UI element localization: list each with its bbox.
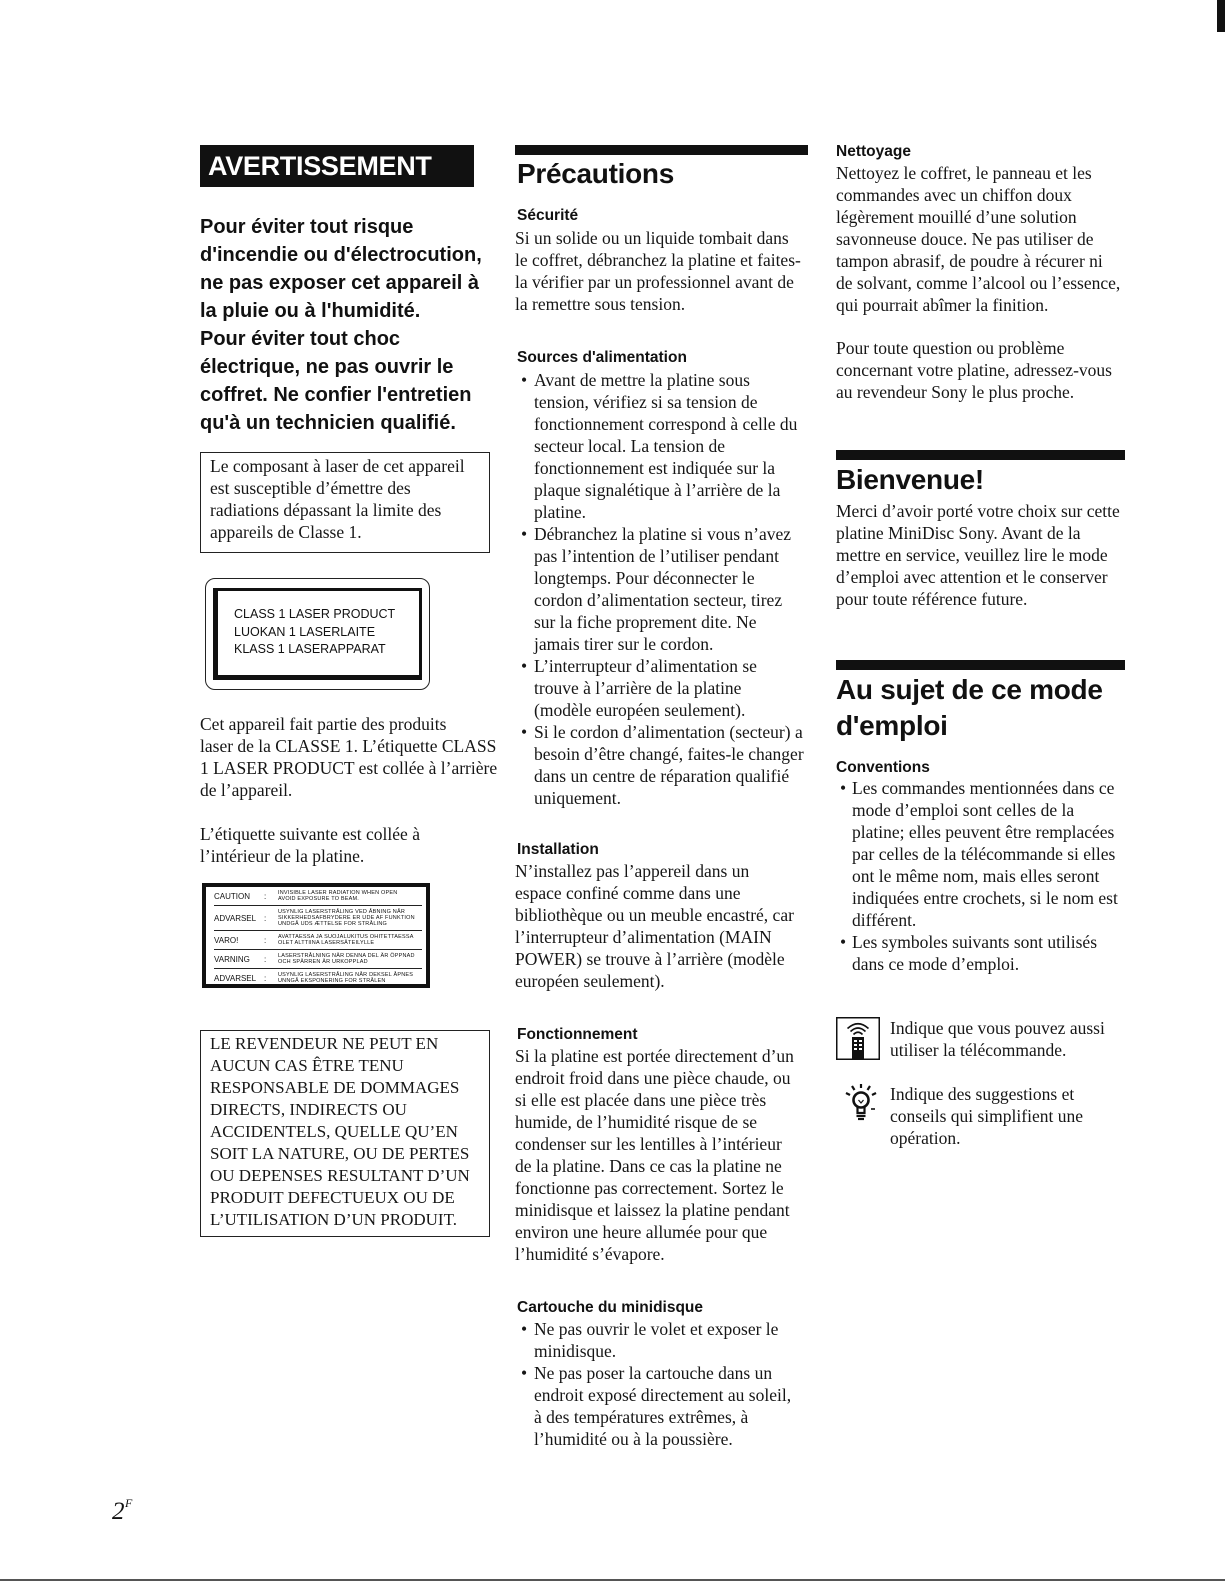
operation-heading: Fonctionnement (517, 1026, 638, 1043)
caution-row-text: USYNLIG LASERSTRÅLING NÅR DEKSEL ÅPNES UNNGÅ EKSPONERING FOR STRÅLEN (278, 972, 414, 984)
safety-heading: Sécurité (517, 207, 579, 224)
installation-text: N’installez pas l’appereil dans un espace confiné comme dans une bibliothèque ou un meuble encastré, car l’interrupteur d’alimentation (MAIN POWER) se trouve à l’arrière (modèle européen seulement). (515, 861, 794, 991)
page-number-suffix: F (125, 1496, 133, 1510)
caution-row (214, 906, 422, 931)
list-item: • Avant de mettre la platine sous tension, vérifiez si sa tension de fonctionnement correspond à celle du secteur local. La tension de fonctionnement est indiquée sur la plaque signalétique à l’arrière de la platine. (521, 369, 804, 523)
power-list (521, 369, 804, 809)
list-item: • Ne pas poser la cartouche dans un endroit exposé directement au soleil, à des températures extrêmes, à l’humidité ou à la poussière. (521, 1362, 791, 1450)
precautions-title: Précautions (517, 158, 674, 189)
disclaimer-box (200, 1030, 490, 1237)
lightbulb-icon (843, 1082, 879, 1130)
caution-row-separator: : (264, 935, 267, 945)
cartridge-heading: Cartouche du minidisque (517, 1299, 704, 1316)
power-heading: Sources d'alimentation (517, 349, 687, 366)
warning-title: AVERTISSEMENT (200, 145, 474, 187)
conventions-heading: Conventions (836, 759, 930, 776)
disclaimer-text: LE REVENDEUR NE PEUT EN AUCUN CAS ÊTRE TENU RESPONSABLE DE DOMMAGES DIRECTS, INDIRECTS OU ACCIDENTELS, QUELLE QU’EN SOIT LA NATURE, OU DE PERTES OU DEPENSES RESULTANT D’UN PRODUIT DEFECTUEUX OU DE L’UTILISATION D’UN PRODUIT. (210, 1034, 470, 1229)
caution-row-separator: : (264, 954, 267, 964)
caution-row-label: ADVARSEL (214, 913, 257, 923)
caution-row-separator: : (264, 913, 267, 923)
class1-label (213, 588, 422, 680)
conventions-list (840, 777, 1118, 975)
caution-label (202, 883, 430, 988)
list-item: • Les commandes mentionnées dans ce mode d’emploi sont celles de la platine; elles peuvent être remplacées par celles de la télécommande si elles ont le même nom, mais elles seront indiquées entre crochets, si le nom est différent. (840, 777, 1118, 931)
scan-edge-mark (1217, 0, 1225, 32)
contact-text: Pour toute question ou problème concernant votre platine, adressez-vous au revendeur Sony le plus proche. (836, 338, 1112, 402)
list-item: • Débranchez la platine si vous n’avez pas l’intention de l’utiliser pendant longtemps. Pour déconnecter le cordon d’alimentation secteur, tirez sur la fiche proprement dite. Ne jamais tirer sur le cordon. (521, 523, 804, 655)
caution-row (214, 887, 422, 906)
caution-row-label: VARO! (214, 935, 239, 945)
caution-row-text: LASERSTRÅLNING NÄR DENNA DEL ÄR ÖPPNAD OCH SPÄRREN ÄR URKOPPLAD (278, 953, 415, 965)
inner-label-paragraph: L’étiquette suivante est collée à l’intérieur de la platine. (200, 824, 420, 866)
class1-label-line: LUOKAN 1 LASERLAITE (234, 624, 376, 639)
list-item: • Si le cordon d’alimentation (secteur) a besoin d’être changé, faites-le changer dans un centre de réparation qualifié uniquement. (521, 721, 804, 809)
caution-row-text: USYNLIG LASERSTRÅLING VED ÅBNING NÅR SIKKERHEDSAFBRYDERE ER UDE AF FUNKTION UNDGÅ UDS ÆTTELSE FOR STRÅLING (278, 909, 415, 927)
caution-row-label: CAUTION (214, 891, 250, 901)
caution-row (214, 950, 422, 969)
list-item: • L’interrupteur d’alimentation se trouve à l’arrière de la platine (modèle européen seulement). (521, 655, 804, 721)
section-rule (836, 660, 1125, 670)
about-title: Au sujet de ce mode d'emploi (836, 674, 1103, 741)
laser-notice-box (200, 452, 490, 553)
section-rule (515, 145, 808, 155)
cleaning-heading: Nettoyage (836, 143, 911, 160)
list-item: • Ne pas ouvrir le volet et exposer le minidisque. (521, 1318, 791, 1362)
welcome-title: Bienvenue! (836, 464, 984, 495)
caution-row-text: AVATTAESSA JA SUOJALUKITUS OHITETTAESSA OLET ALTTIINA LASERSÄTEILYLLE (278, 934, 414, 946)
operation-text: Si la platine est portée directement d’un endroit froid dans une pièce chaude, ou si elle est placée dans une pièce très humide, de l’humidité risque de se condenser sur les lentilles à l’intérieur de la platine. Dans ce cas la platine ne fonctionne pas correctement. Sortez le minidisque et laissez la platine pendant environ une heure allumée pour que l’humidité s’évapore. (515, 1046, 794, 1264)
safety-text: Si un solide ou un liquide tombait dans le coffret, débranchez la platine et faites- la vérifier par un professionnel avant de la remettre sous tension. (515, 228, 801, 314)
caution-row (214, 969, 422, 987)
warning-text: Pour éviter tout risque d'incendie ou d'électrocution, ne pas exposer cet appareil à la pluie ou à l'humidité. Pour éviter tout choc électrique, ne pas ouvrir le coffret. Ne confier l'entretien qu'à un technicien qualifié. (200, 216, 482, 434)
caution-row-separator: : (264, 891, 267, 901)
tip-symbol-text: Indique des suggestions et conseils qui simplifient une opération. (890, 1084, 1083, 1148)
caution-row-label: VARNING (214, 954, 250, 964)
caution-row-separator: : (264, 973, 267, 983)
list-item: • Les symboles suivants sont utilisés dans ce mode d’emploi. (840, 931, 1118, 975)
cleaning-text: Nettoyez le coffret, le panneau et les commandes avec un chiffon doux légèrement mouillé d’une solution savonneuse douce. Ne pas utiliser de tampon abrasif, de poudre à récurer ni de solvant, comme l’alcool ou l’essence, qui pourrait abîmer la finition. (836, 163, 1121, 315)
class1-label-line: CLASS 1 LASER PRODUCT (234, 607, 396, 621)
class1-label-line: KLASS 1 LASERAPPARAT (234, 642, 386, 656)
page-number: 2 (112, 1498, 125, 1525)
caution-row-text: INVISIBLE LASER RADIATION WHEN OPEN AVOID EXPOSURE TO BEAM. (278, 890, 398, 902)
laser-notice-text: Le composant à laser de cet appareil est susceptible d’émettre des radiations dépassant la limite des appareils de Classe 1. (210, 456, 465, 542)
caution-row-label: ADVARSEL (214, 973, 257, 983)
class1-paragraph: Cet appareil fait partie des produits laser de la CLASSE 1. L’étiquette CLASS 1 LASER PRODUCT est collée à l’arrière de l’appareil. (200, 714, 498, 800)
cartridge-list (521, 1318, 791, 1450)
caution-row (214, 931, 422, 950)
installation-heading: Installation (517, 841, 599, 858)
remote-symbol-text: Indique que vous pouvez aussi utiliser la télécommande. (890, 1018, 1105, 1060)
welcome-text: Merci d’avoir porté votre choix sur cette platine MiniDisc Sony. Avant de la mettre en service, veuillez lire le mode d’emploi avec attention et le conserver pour toute référence future. (836, 501, 1120, 609)
remote-control-icon (836, 1017, 880, 1060)
scan-bottom-edge (0, 1579, 1225, 1581)
section-rule (836, 450, 1125, 460)
